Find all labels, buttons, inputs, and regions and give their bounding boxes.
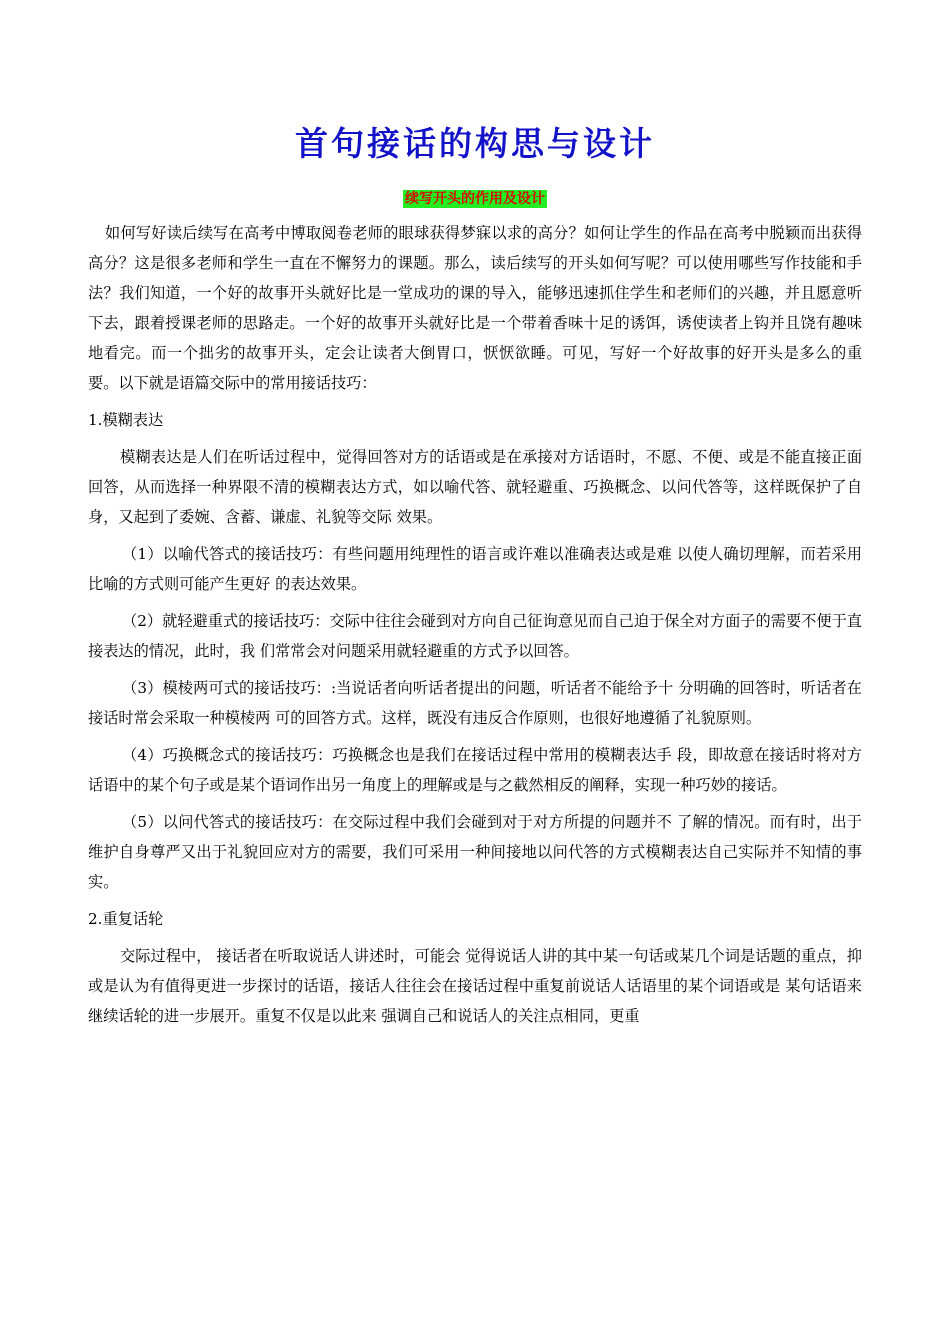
list-item: （5）以问代答式的接话技巧：在交际过程中我们会碰到对于对方所提的问题并不 了解的情况。而有时，出于维护自身尊严又出于礼貌回应对方的需要，我们可采用一种间接地以问代答的方式模糊表达自己实际并不知情的事实。 xyxy=(88,813,862,891)
section-heading-vague-expression: 1.模糊表达 xyxy=(88,411,164,429)
section-paragraph-vague-expression: 模糊表达是人们在听话过程中，觉得回答对方的话语或是在承接对方话语时，不愿、不便、或是不能直接正面回答，从而选择一种界限不清的模糊表达方式，如以喻代答、就轻避重、巧换概念、以问代答等，这样既保护了自身，又起到了委婉、含蓄、谦虚、礼貌等交际 效果。 xyxy=(88,448,862,526)
list-item: （1）以喻代答式的接话技巧：有些问题用纯理性的语言或许难以准确表达或是难 以使人确切理解，而若采用比喻的方式则可能产生更好 的表达效果。 xyxy=(88,545,862,593)
intro-paragraph: 如何写好读后续写在高考中博取阅卷老师的眼球获得梦寐以求的高分？如何让学生的作品在高考中脱颖而出获得高分？这是很多老师和学生一直在不懈努力的课题。那么，读后续写的开头如何写呢？可以使用哪些写作技能和手法？我们知道，一个好的故事开头就好比是一堂成功的课的导入，能够迅速抓住学生和老师们的兴趣，并且愿意听下去，跟着授课老师的思路走。一个好的故事开头就好比是一个带着香味十足的诱饵，诱使读者上钩并且饶有趣味地看完。而一个拙劣的故事开头，定会让读者大倒胃口，恹恹欲睡。可见，写好一个好故事的好开头是多么的重要。以下就是语篇交际中的常用接话技巧： xyxy=(88,224,862,392)
document-title: 首句接话的构思与设计 xyxy=(295,124,655,163)
document-body xyxy=(88,218,862,1038)
section-paragraph-repeat-turn: 交际过程中， 接话者在听取说话人讲述时，可能会 觉得说话人讲的其中某一句话或某几个词是话题的重点，抑或是认为有值得更进一步探讨的话语，接话人往往会在接话过程中重复前说话人话语里的某个词语或是 某句话语来继续话轮的进一步展开。重复不仅是以此来 强调自己和说话人的关注点相同，更重 xyxy=(88,947,862,1025)
subtitle-container xyxy=(0,188,950,208)
document-subtitle: 续写开头的作用及设计 xyxy=(405,191,545,207)
list-item: （3）模棱两可式的接话技巧：:当说话者向听话者提出的问题，听话者不能给予十 分明确的回答时，听话者在接话时常会采取一种模棱两 可的回答方式。这样，既没有违反合作原则，也很好地遵循了礼貌原则。 xyxy=(88,679,862,727)
list-item: （2）就轻避重式的接话技巧：交际中往往会碰到对方向自己征询意见而自己迫于保全对方面子的需要不便于直接表达的情况，此时，我 们常常会对问题采用就轻避重的方式予以回答。 xyxy=(88,612,862,660)
list-item: （4）巧换概念式的接话技巧：巧换概念也是我们在接话过程中常用的模糊表达手 段，即故意在接话时将对方话语中的某个句子或是某个语词作出另一角度上的理解或是与之截然相反的阐释，实现一种巧妙的接话。 xyxy=(88,746,862,794)
section-heading-repeat-turn: 2.重复话轮 xyxy=(88,910,164,928)
